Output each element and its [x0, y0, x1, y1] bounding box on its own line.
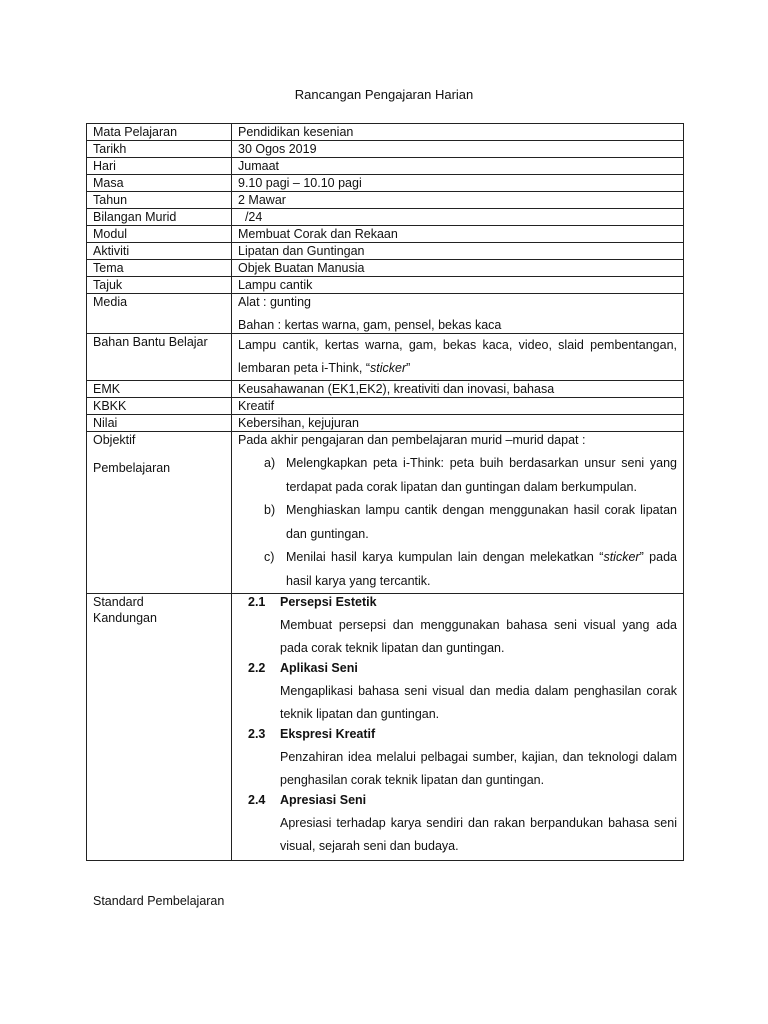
row-label: Modul	[87, 226, 232, 243]
objektif-row	[87, 432, 684, 594]
row-value: 9.10 pagi – 10.10 pagi	[232, 175, 684, 192]
row-value: Keusahawanan (EK1,EK2), kreativiti dan inovasi, bahasa	[232, 381, 684, 398]
table-row	[87, 243, 684, 260]
row-label: Tema	[87, 260, 232, 277]
list-text: Melengkapkan peta i-Think: peta buih berdasarkan unsur seni yang terdapat pada corak lipatan dan guntingan dalam berkumpulan.	[286, 456, 677, 494]
objektif-intro: Pada akhir pengajaran dan pembelajaran murid –murid dapat :	[238, 433, 586, 447]
row-label: EMK	[87, 381, 232, 398]
row-value: Lipatan dan Guntingan	[232, 243, 684, 260]
row-label: Hari	[87, 158, 232, 175]
standard-heading: Ekspresi Kreatif	[280, 727, 376, 741]
standard-body: Apresiasi terhadap karya sendiri dan rakan berpandukan bahasa seni visual, sejarah seni dan budaya.	[280, 816, 677, 853]
table-row	[87, 158, 684, 175]
standard-item	[238, 792, 677, 858]
bbb-text-end: ”	[406, 361, 411, 375]
list-item	[238, 452, 677, 499]
list-marker: b)	[264, 503, 276, 517]
row-value	[232, 594, 684, 861]
list-italic: sticker	[603, 550, 640, 564]
table-row	[87, 277, 684, 294]
page-title: Rancangan Pengajaran Harian	[294, 87, 474, 102]
table-row	[87, 260, 684, 277]
media-row	[87, 294, 684, 334]
standard-item	[238, 594, 677, 660]
media-materials: Bahan : kertas warna, gam, pensel, bekas kaca	[238, 318, 502, 332]
row-label: Tarikh	[87, 141, 232, 158]
standard-heading: Aplikasi Seni	[280, 661, 358, 675]
row-label: Bahan Bantu Belajar	[87, 334, 232, 381]
row-label	[87, 432, 232, 594]
standard-label: Standard	[93, 595, 144, 609]
row-value: Jumaat	[232, 158, 684, 175]
table-row	[87, 381, 684, 398]
table-row	[87, 141, 684, 158]
table-row	[87, 226, 684, 243]
standard-heading: Persepsi Estetik	[280, 595, 377, 609]
standard-number: 2.2	[248, 661, 266, 675]
objektif-list	[238, 452, 677, 593]
lesson-plan-table	[86, 123, 684, 861]
row-label: Tahun	[87, 192, 232, 209]
list-text-end: ” pada hasil karya yang tercantik.	[286, 550, 677, 588]
media-tools: Alat : gunting	[238, 295, 311, 309]
row-label: Bilangan Murid	[87, 209, 232, 226]
row-value	[232, 432, 684, 594]
row-value: /24	[232, 209, 684, 226]
table-row	[87, 398, 684, 415]
standard-body: Membuat persepsi dan menggunakan bahasa seni visual yang ada pada corak teknik lipatan dan guntingan.	[280, 618, 677, 655]
list-text: Menghiaskan lampu cantik dengan menggunakan hasil corak lipatan dan guntingan.	[286, 503, 677, 541]
row-value	[232, 334, 684, 381]
row-value: 30 Ogos 2019	[232, 141, 684, 158]
standard-item	[238, 660, 677, 726]
bbb-italic: sticker	[370, 361, 407, 375]
standard-number: 2.4	[248, 793, 266, 807]
row-label: KBKK	[87, 398, 232, 415]
table-row	[87, 415, 684, 432]
standard-number: 2.1	[248, 595, 266, 609]
row-value: Membuat Corak dan Rekaan	[232, 226, 684, 243]
standard-heading: Apresiasi Seni	[280, 793, 367, 807]
row-value: Pendidikan kesenian	[232, 124, 684, 141]
standard-number: 2.3	[248, 727, 266, 741]
standard-item	[238, 726, 677, 792]
standard-body: Mengaplikasi bahasa seni visual dan media dalam penghasilan corak teknik lipatan dan guntingan.	[280, 684, 677, 721]
row-value: Kreatif	[232, 398, 684, 415]
table-row	[87, 124, 684, 141]
row-value: Objek Buatan Manusia	[232, 260, 684, 277]
standard-label-2: Kandungan	[93, 611, 157, 625]
table-row	[87, 175, 684, 192]
list-item	[238, 499, 677, 546]
row-value: Kebersihan, kejujuran	[232, 415, 684, 432]
row-value: 2 Mawar	[232, 192, 684, 209]
row-label: Media	[87, 294, 232, 334]
list-text: Menilai hasil karya kumpulan lain dengan melekatkan “	[286, 550, 604, 564]
list-marker: c)	[264, 550, 275, 564]
table-row	[87, 192, 684, 209]
row-label: Masa	[87, 175, 232, 192]
row-label	[87, 594, 232, 861]
row-value	[232, 294, 684, 334]
objektif-label: Objektif	[93, 433, 136, 447]
row-label: Aktiviti	[87, 243, 232, 260]
row-label: Mata Pelajaran	[87, 124, 232, 141]
row-label: Nilai	[87, 415, 232, 432]
table-row	[87, 209, 684, 226]
standard-row	[87, 594, 684, 861]
list-item	[238, 546, 677, 593]
bbb-row	[87, 334, 684, 381]
standard-body: Penzahiran idea melalui pelbagai sumber, kajian, dan teknologi dalam penghasilan corak teknik lipatan dan guntingan.	[280, 750, 677, 787]
row-value: Lampu cantik	[232, 277, 684, 294]
list-marker: a)	[264, 456, 276, 470]
section-heading: Standard Pembelajaran	[93, 894, 225, 908]
row-label: Tajuk	[87, 277, 232, 294]
bbb-text: Lampu cantik, kertas warna, gam, bekas kaca, video, slaid pembentangan, lembaran peta i-Think, “	[238, 338, 677, 375]
objektif-label-2: Pembelajaran	[93, 461, 171, 475]
